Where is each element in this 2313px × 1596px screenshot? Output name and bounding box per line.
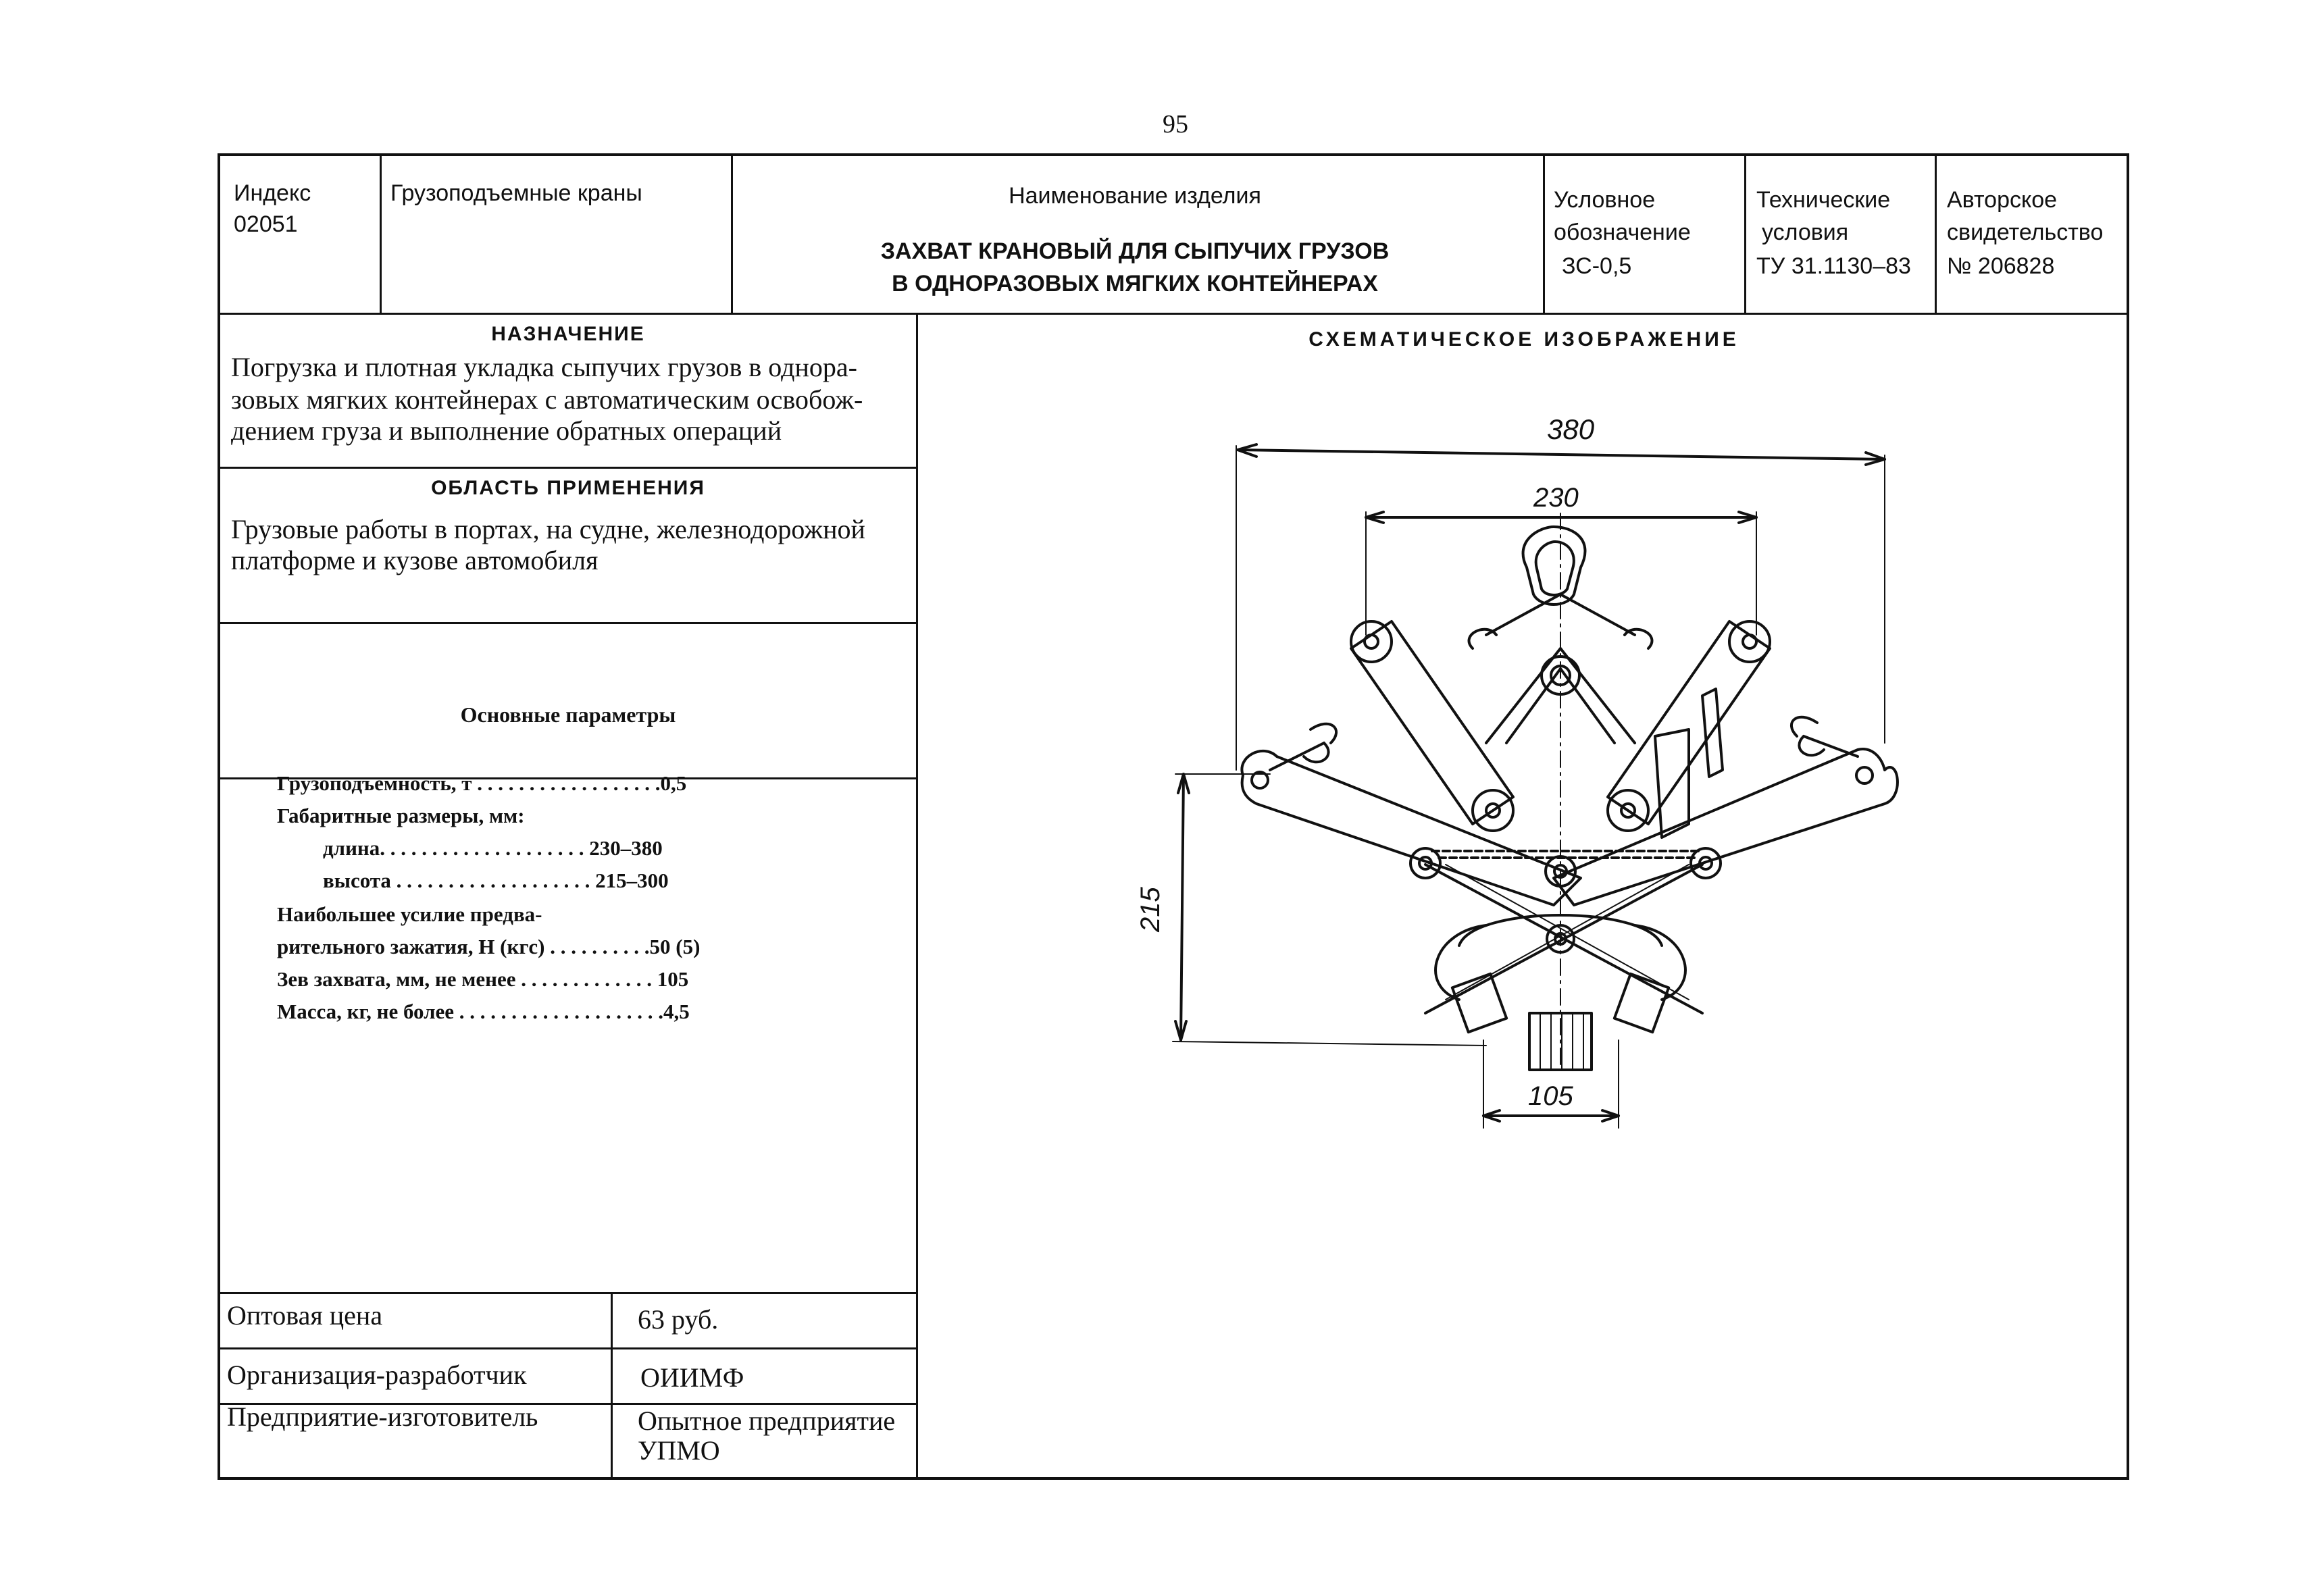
divider — [1744, 156, 1746, 313]
product-name-line2: В ОДНОРАЗОВЫХ МЯГКИХ КОНТЕЙНЕРАХ — [892, 271, 1378, 297]
divider — [1935, 156, 1937, 313]
latch — [1655, 689, 1723, 838]
divider — [220, 467, 917, 469]
parameters-title: Основные параметры — [460, 702, 676, 727]
product-name-line1: ЗАХВАТ КРАНОВЫЙ ДЛЯ СЫПУЧИХ ГРУЗОВ — [880, 238, 1390, 264]
designation-value: ЗС-0,5 — [1562, 253, 1632, 279]
application-line-1: Грузовые работы в портах, на судне, железнодорожной — [231, 514, 865, 544]
developer-value: ОИИМФ — [640, 1362, 744, 1393]
price-label: Оптовая цена — [227, 1300, 383, 1331]
dim-105-label: 105 — [1528, 1081, 1573, 1111]
divider — [220, 1347, 917, 1349]
param-force-2: рительного зажатия, Н (кгс) . . . . . . . . . .50 (5) — [277, 935, 701, 958]
purpose-line-3: дением груза и выполнение обратных операций — [231, 415, 782, 446]
author-value: № 206828 — [1947, 253, 2055, 279]
price-value: 63 руб. — [638, 1304, 719, 1335]
param-dims-label: Габаритные размеры, мм: — [277, 804, 525, 827]
manufacturer-value-2: УПМО — [638, 1435, 720, 1466]
param-length: длина. . . . . . . . . . . . . . . . . . . . 230–380 — [323, 836, 663, 860]
dim-380-label: 380 — [1547, 413, 1595, 445]
purpose-line-2: зовых мягких контейнерах с автоматическим освобож- — [231, 384, 863, 415]
purpose-title: НАЗНАЧЕНИЕ — [491, 323, 645, 345]
jaw-levers — [1242, 749, 1898, 905]
index-label: Индекс — [234, 180, 311, 206]
dim-230-label: 230 — [1533, 483, 1579, 513]
developer-label: Организация-разработчик — [227, 1360, 527, 1390]
manufacturer-value-1: Опытное предприятие — [638, 1406, 896, 1436]
author-label-2: свидетельство — [1947, 220, 2104, 245]
purpose-line-1: Погрузка и плотная укладка сыпучих грузов в однора- — [231, 352, 857, 382]
schematic-title: СХЕМАТИЧЕСКОЕ ИЗОБРАЖЕНИЕ — [1308, 328, 1739, 351]
param-height: высота . . . . . . . . . . . . . . . . . . . 215–300 — [323, 869, 669, 892]
divider — [916, 313, 918, 1480]
designation-label-2: обозначение — [1554, 220, 1691, 245]
divider — [220, 313, 2127, 315]
divider — [220, 1292, 917, 1294]
divider — [220, 622, 917, 624]
application-title: ОБЛАСТЬ ПРИМЕНЕНИЯ — [431, 477, 705, 499]
param-mass: Масса, кг, не более . . . . . . . . . . . . . . . . . . . .4,5 — [277, 1000, 690, 1023]
param-jaw: Зев захвата, мм, не менее . . . . . . . . . . . . . 105 — [277, 967, 689, 991]
tech-value: ТУ 31.1130–83 — [1756, 253, 1911, 279]
index-value: 02051 — [234, 211, 298, 237]
dim-215-label: 215 — [1136, 887, 1165, 932]
tech-label-1: Технические — [1756, 187, 1891, 213]
application-line-2: платформе и кузове автомобиля — [231, 545, 599, 575]
crane-grab-drawing — [1108, 392, 1946, 1162]
param-capacity: Грузоподъемность, т . . . . . . . . . . . . . . . . . .0,5 — [277, 771, 687, 795]
divider — [611, 1292, 613, 1480]
designation-label-1: Условное — [1554, 187, 1656, 213]
param-force-1: Наибольшее усилие предва- — [277, 902, 542, 926]
page-number: 95 — [1163, 110, 1188, 138]
tech-label-2: условия — [1762, 220, 1849, 245]
manufacturer-label: Предприятие-изготовитель — [227, 1401, 538, 1432]
divider — [380, 156, 382, 313]
category: Грузоподъемные краны — [390, 180, 642, 206]
divider — [1543, 156, 1545, 313]
author-label-1: Авторское — [1947, 187, 2058, 213]
lifting-eye — [1523, 527, 1585, 604]
side-hooks — [1270, 717, 1858, 770]
product-name-label: Наименование изделия — [1009, 183, 1261, 209]
